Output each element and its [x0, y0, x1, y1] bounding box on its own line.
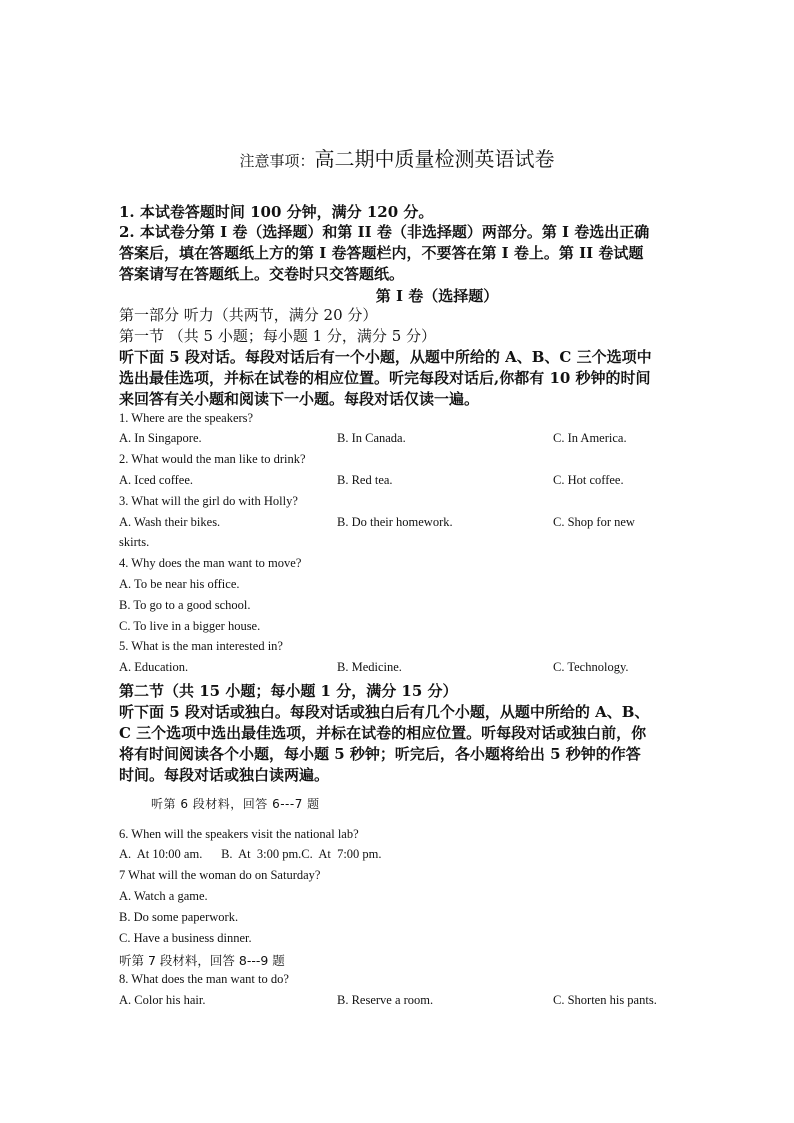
question-stem: 2. What would the man like to drink? [119, 452, 306, 466]
option-c[interactable]: C. To live in a bigger house. [119, 619, 261, 633]
section1-instruction: 选出最佳选项，并标在试卷的相应位置。听完每段对话后,你都有 10 秒钟的时间 [119, 369, 651, 387]
option-a[interactable]: A. In Singapore. [119, 431, 202, 445]
option-row [119, 515, 719, 530]
option-row [119, 431, 719, 446]
notice-label: 注意事项： [239, 152, 315, 170]
option-b[interactable]: B. Red tea. [337, 473, 393, 487]
option-c-continued: skirts. [119, 535, 150, 549]
volume-title: 第 I 卷（选择题） [375, 287, 499, 305]
option-b[interactable]: B. Medicine. [337, 660, 402, 674]
option-c[interactable]: C. In America. [553, 431, 627, 445]
option-c[interactable]: C. Shop for new [553, 515, 635, 529]
option-row [119, 473, 719, 488]
question-stem: 6. When will the speakers visit the national lab? [119, 827, 359, 841]
option-a[interactable]: A. Color his hair. [119, 993, 206, 1007]
option-b[interactable]: B. Do some paperwork. [119, 910, 239, 924]
section2-instruction: C 三个选项中选出最佳选项，并标在试卷的相应位置。听每段对话或独白前，你 [119, 724, 647, 742]
option-a[interactable]: A. Watch a game. [119, 889, 208, 903]
part1-title: 第一部分 听力（共两节，满分 20 分） [119, 306, 378, 324]
section1-title: 第一节 （共 5 小题；每小题 1 分，满分 5 分） [119, 327, 437, 345]
note-line: 1. 本试卷答题时间 100 分钟，满分 120 分。 [119, 203, 434, 221]
option-b[interactable]: B. Do their homework. [337, 515, 453, 529]
material-6-note: 听第 6 段材料，回答 6---7 题 [151, 797, 320, 811]
note-line: 答案后，填在答题纸上方的第 I 卷答题栏内，不要答在第 I 卷上。第 II 卷试题 [119, 244, 644, 262]
section1-instruction: 来回答有关小题和阅读下一小题。每段对话仅读一遍。 [119, 390, 480, 408]
page-title [0, 143, 794, 172]
option-row [119, 660, 719, 675]
option-b[interactable]: B. In Canada. [337, 431, 406, 445]
question-stem: 1. Where are the speakers? [119, 411, 254, 425]
section2-instruction: 时间。每段对话或独白读两遍。 [119, 766, 330, 784]
material-7-note: 听第 7 段材料，回答 8---9 题 [119, 953, 285, 968]
option-a[interactable]: A. Education. [119, 660, 189, 674]
option-row [119, 993, 719, 1008]
option-a[interactable]: A. Wash their bikes. [119, 515, 221, 529]
option-c[interactable]: C. Technology. [553, 660, 629, 674]
section2-instruction: 听下面 5 段对话或独白。每段对话或独白后有几个小题，从题中所给的 A、B、 [119, 703, 650, 721]
section1-instruction: 听下面 5 段对话。每段对话后有一个小题，从题中所给的 A、B、C 三个选项中 [119, 348, 652, 366]
option-c[interactable]: C. Shorten his pants. [553, 993, 657, 1007]
option-b[interactable]: B. To go to a good school. [119, 598, 251, 612]
question-stem: 4. Why does the man want to move? [119, 556, 302, 570]
option-row[interactable]: A. At 10:00 am. B. At 3:00 pm.C. At 7:00 pm. [119, 847, 382, 861]
option-c[interactable]: C. Have a business dinner. [119, 931, 252, 945]
question-stem: 5. What is the man interested in? [119, 639, 283, 653]
option-a[interactable]: A. Iced coffee. [119, 473, 194, 487]
note-line: 2. 本试卷分第 I 卷（选择题）和第 II 卷（非选择题）两部分。第 I 卷选出正确 [119, 223, 650, 241]
question-stem: 3. What will the girl do with Holly? [119, 494, 298, 508]
option-a[interactable]: A. To be near his office. [119, 577, 240, 591]
question-stem: 7 What will the woman do on Saturday? [119, 868, 321, 882]
option-b[interactable]: B. Reserve a room. [337, 993, 434, 1007]
option-c[interactable]: C. Hot coffee. [553, 473, 624, 487]
section2-instruction: 将有时间阅读各个小题，每小题 5 秒钟；听完后，各小题将给出 5 秒钟的作答 [119, 745, 641, 763]
note-line: 答案请写在答题纸上。交卷时只交答题纸。 [119, 265, 405, 283]
exam-title: 高二期中质量检测英语试卷 [314, 147, 555, 171]
question-stem: 8. What does the man want to do? [119, 972, 289, 986]
section2-title: 第二节（共 15 小题；每小题 1 分，满分 15 分） [119, 682, 458, 700]
